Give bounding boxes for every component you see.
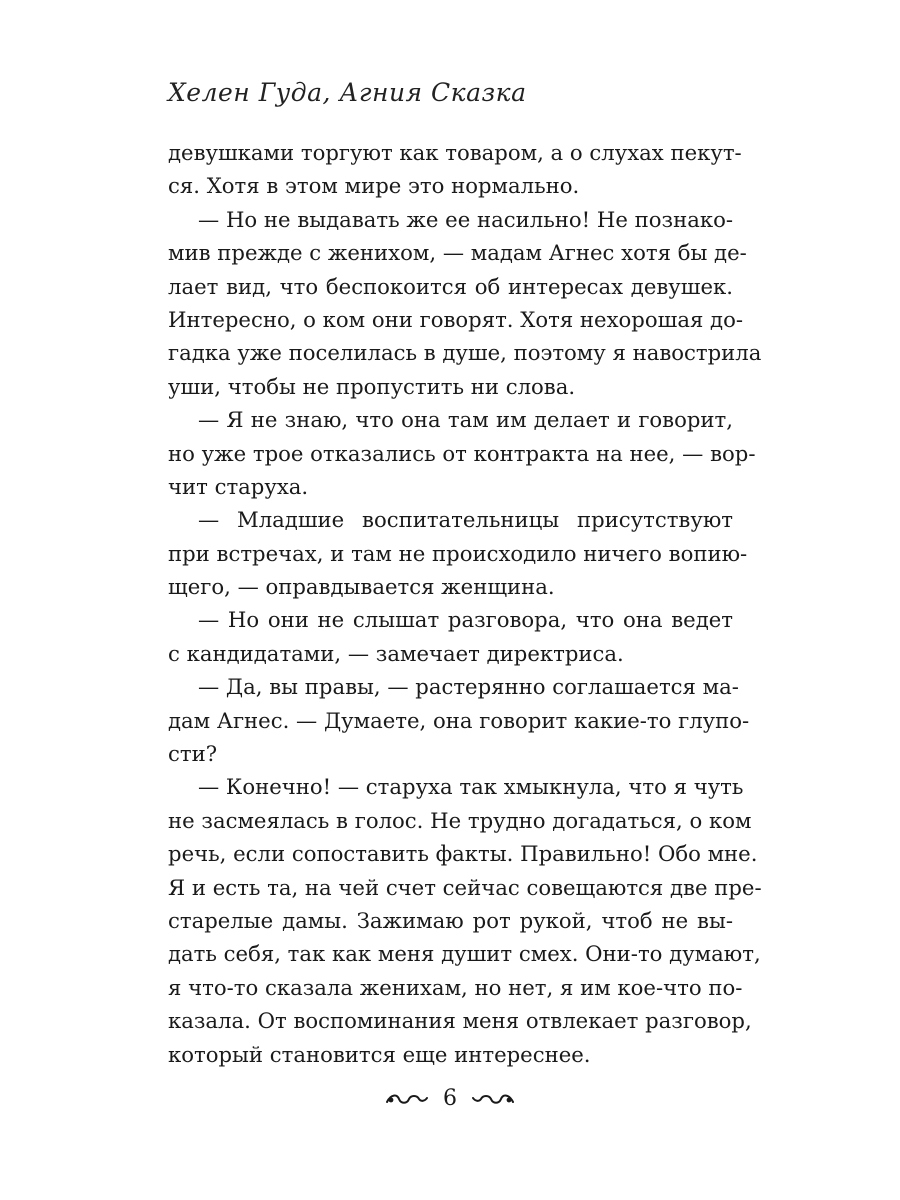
text-line: дам Агнес. — Думаете, она говорит какие-то глупо-	[168, 707, 750, 733]
text-line: уши, чтобы не пропустить ни слова.	[168, 373, 576, 399]
text-line: — Младшие воспитательницы присутствуют	[198, 507, 733, 533]
text-line: речь, если сопоставить факты. Правильно! Обо мне.	[168, 841, 758, 867]
text-line: дать себя, так как меня душит смех. Они-то думают,	[168, 941, 761, 967]
text-line: который становится еще интереснее.	[168, 1041, 591, 1067]
page-number: 6	[443, 1086, 457, 1111]
text-line: — Я не знаю, что она там им делает и говорит,	[198, 407, 733, 433]
text-line: мив прежде с женихом, — мадам Агнес хотя бы де-	[168, 240, 747, 266]
text-line: девушками торгуют как товаром, а о слухах пекут-	[168, 140, 742, 165]
text-line: с кандидатами, — замечает директриса.	[168, 640, 624, 666]
text-line: щего, — оправдывается женщина.	[168, 574, 555, 600]
text-line: старелые дамы. Зажимаю рот рукой, чтоб не вы-	[168, 907, 733, 933]
text-line: лает вид, что беспокоится об интересах девушек.	[168, 273, 733, 299]
text-line: я что-то сказала женихам, но нет, я им кое-что по-	[168, 974, 743, 1000]
text-line: казала. От воспоминания меня отвлекает разговор,	[168, 1008, 752, 1034]
text-line: Интересно, о ком они говорят. Хотя нехорошая до-	[168, 306, 744, 332]
page-footer	[0, 1086, 900, 1111]
swirl-ornament-left-icon	[385, 1090, 429, 1108]
body-text	[168, 136, 762, 1071]
text-line: — Да, вы правы, — растерянно соглашается ма-	[198, 674, 739, 700]
text-line: — Конечно! — старуха так хмыкнула, что я чуть	[198, 774, 744, 800]
text-line: при встречах, и там не происходило ничего вопию-	[168, 540, 748, 566]
running-head: Хелен Гуда, Агния Сказка	[168, 78, 527, 107]
text-line: чит старуха.	[168, 473, 309, 499]
text-line: но уже трое отказались от контракта на нее, — вор-	[168, 440, 756, 466]
text-line: сти?	[168, 741, 218, 767]
text-line: не засмеялась в голос. Не трудно догадаться, о ком	[168, 807, 752, 833]
text-line: ся. Хотя в этом мире это нормально.	[168, 173, 580, 199]
text-line: Я и есть та, на чей счет сейчас совещаются две пре-	[168, 874, 762, 900]
swirl-ornament-right-icon	[471, 1090, 515, 1108]
text-line: — Но они не слышат разговора, что она ведет	[198, 607, 733, 633]
text-line: гадка уже поселилась в душе, поэтому я навострила	[168, 340, 762, 366]
text-line: — Но не выдавать же ее насильно! Не познако-	[198, 206, 733, 232]
